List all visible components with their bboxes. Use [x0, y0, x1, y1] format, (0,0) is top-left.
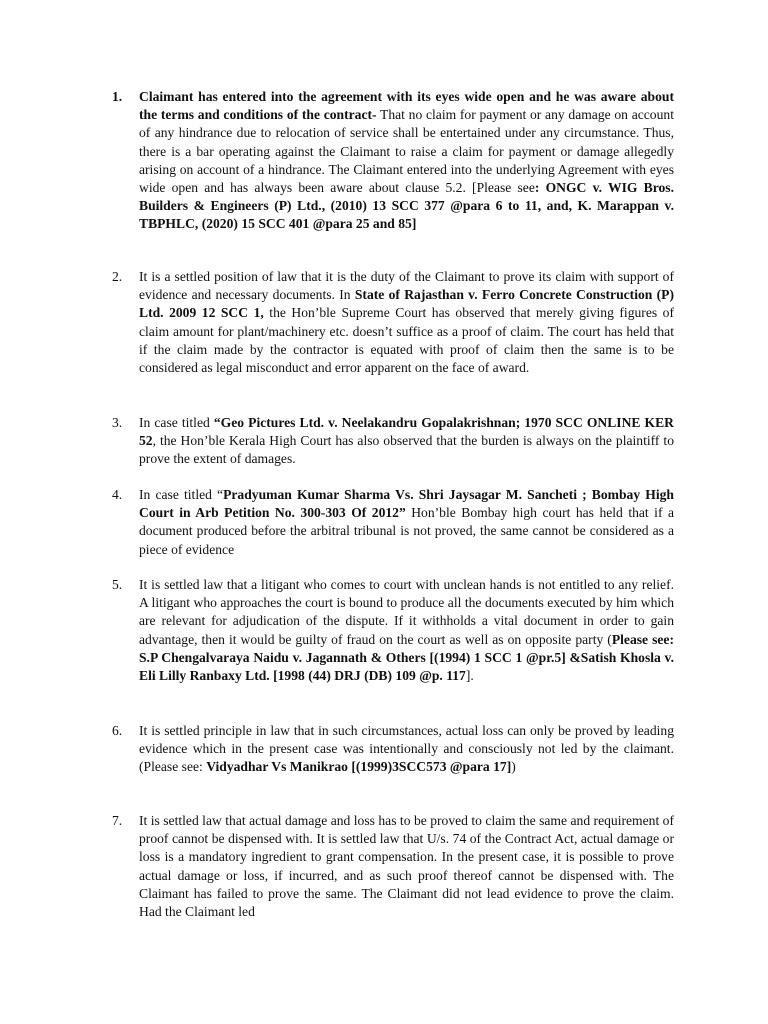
text-segment: In case titled “	[139, 487, 224, 502]
item-number: 6.	[112, 723, 123, 738]
list-item-5	[112, 576, 674, 685]
text-segment: State of Rajasthan v. Ferro Concrete Construction (P) Ltd. 2009 12 SCC 1,	[139, 287, 674, 321]
text-segment: That no claim for payment or any damage on account of any hindrance due to relocation of service shall be entertained under any circumstance. Thus, there is a bar operating against the Claimant to raise a claim for payment or damage allegedly arising on account of a hindrance. The Claimant entered into the underlying Agreement with eyes wide open and has always been aware about clause 5.2. [Please see	[139, 107, 674, 196]
text-segment: the Hon’ble Supreme Court has observed that merely giving figures of claim amount for plant/machinery etc. doesn’t suffice as a proof of claim. The court has held that if the claim made by the contractor is equated with proof of claim then the same is to be considered as legal misconduct and error apparent on the face of award.	[139, 305, 674, 376]
item-number: 3.	[112, 415, 123, 430]
text-segment: Pradyuman Kumar Sharma Vs. Shri Jaysagar M. Sancheti ; Bombay High Court in Arb Petition No. 300-303 Of 2012”	[139, 487, 674, 521]
text-segment: It is settled law that actual damage and loss has to be proved to claim the same and requirement of proof cannot be dispensed with. It is settled law that U/s. 74 of the Contract Act, actual damage or loss is a mandatory ingredient to grant compensation. In the present case, it is possible to prove actual damage or loss, if incurred, and as such proof thereof cannot be dispensed with. The Claimant has failed to prove the same. The Claimant did not lead evidence to prove the claim. Had the Claimant led	[139, 813, 674, 920]
text-segment: Please see: S.P Chengalvaraya Naidu v. Jagannath & Others [(1994) 1 SCC 1 @pr.5] &Satish Khosla v. Eli Lilly Ranbaxy Ltd. [1998 (44) DRJ (DB) 109 @p. 117	[139, 631, 674, 684]
item-number: 2.	[112, 269, 123, 284]
text-segment: It is a settled position of law that it is the duty of the Claimant to prove its claim with support of evidence and necessary documents. In	[139, 269, 674, 303]
item-number: 1.	[112, 89, 123, 104]
item-text	[139, 812, 674, 921]
text-segment: , the Hon’ble Kerala High Court has also observed that the burden is always on the plaintiff to prove the extent of damages.	[139, 433, 674, 467]
item-number: 7.	[112, 813, 123, 828]
list-item-6	[112, 722, 674, 777]
item-text	[139, 268, 674, 377]
list-item-2	[112, 268, 674, 377]
item-text	[139, 486, 674, 559]
list-item-3	[112, 414, 674, 469]
text-segment: It is settled law that a litigant who comes to court with unclean hands is not entitled to any relief. A litigant who approaches the court is bound to produce all the documents executed by him which are relevant for adjudication of the dispute. If it withholds a vital document in order to gain advantage, then it would be guilty of fraud on the court as well as on opposite party (	[139, 577, 674, 647]
text-segment: “Geo Pictures Ltd. v. Neelakandru Gopalakrishnan; 1970 SCC ONLINE KER 52	[139, 415, 674, 449]
list-item-1	[112, 88, 674, 234]
text-segment: : ONGC v. WIG Bros. Builders & Engineers (P) Ltd., (2010) 13 SCC 377 @para 6 to 11, and, K. Marappan v. TBPHLC, (2020) 15 SCC 401 @para 25 and 85]	[139, 180, 674, 232]
text-segment: ].	[465, 668, 474, 684]
text-segment: Vidyadhar Vs Manikrao [(1999)3SCC573 @para 17]	[206, 759, 512, 775]
list-item-7	[112, 812, 674, 921]
item-text	[139, 722, 674, 777]
item-text	[139, 414, 674, 469]
item-number: 5.	[112, 577, 123, 592]
list-item-4	[112, 486, 674, 559]
text-segment: Hon’ble Bombay high court has held that if a document produced before the arbitral tribunal is not proved, the same cannot be considered as a piece of evidence	[139, 505, 674, 557]
item-text	[139, 88, 674, 234]
item-number: 4.	[112, 487, 123, 502]
text-segment: Claimant has entered into the agreement with its eyes wide open and he was aware about the terms and conditions of the contract-	[139, 89, 674, 123]
text-segment: It is settled principle in law that in such circumstances, actual loss can only be proved by leading evidence which in the present case was intentionally and consciously not led by the claimant. (Please see:	[139, 723, 674, 775]
text-segment: In case titled	[139, 415, 214, 430]
text-segment: )	[511, 759, 516, 775]
item-text	[139, 576, 674, 685]
